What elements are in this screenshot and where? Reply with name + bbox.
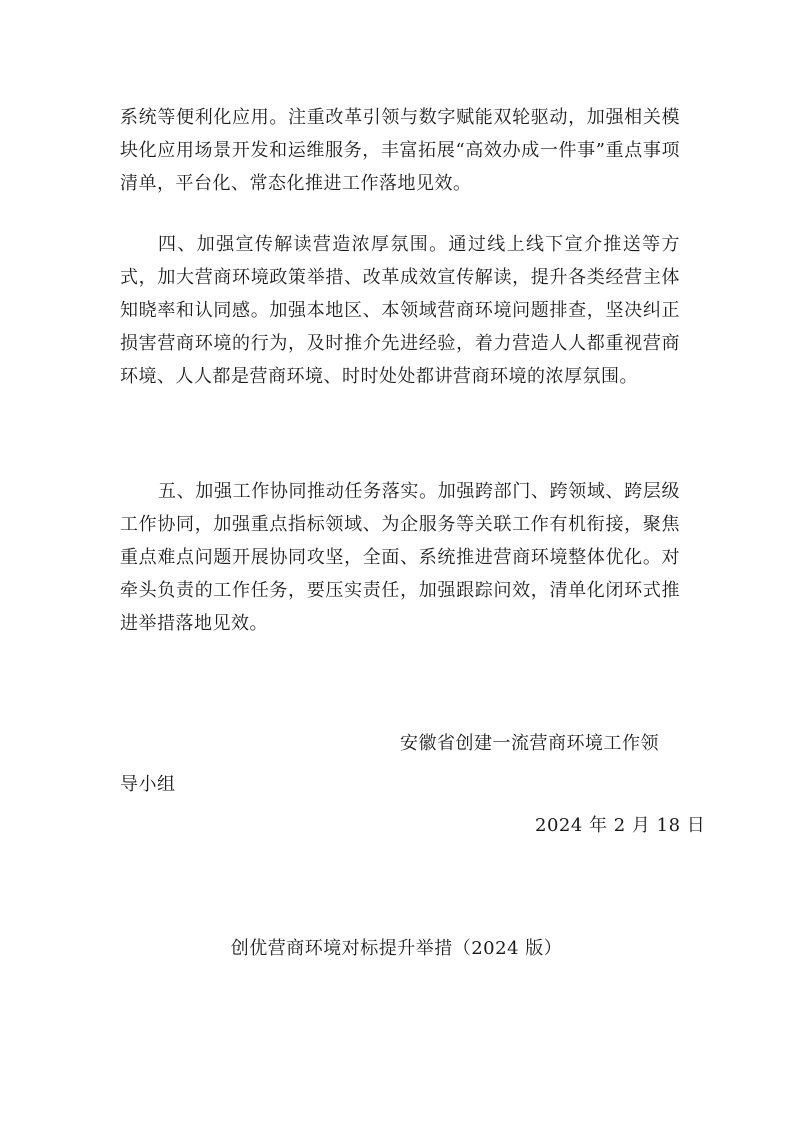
- next-section-title: 创优营商环境对标提升举措（2024 版）: [230, 938, 563, 959]
- signature-organization-line1: 安徽省创建一流营商环境工作领: [400, 733, 659, 754]
- signature-organization-line2: 导小组: [120, 774, 176, 795]
- paragraph-section-five: 五、加强工作协同推动任务落实。加强跨部门、跨领域、跨层级工作协同，加强重点指标领域、为企服务等关联工作有机衔接，聚焦重点难点问题开展协同攻坚，全面、系统推进营商环境整体优化。对牵头负责的工作任务，要压实责任，加强跟踪问效，清单化闭环式推进举措落地见效。: [120, 481, 680, 634]
- signature-date: 2024 年 2 月 18 日: [535, 815, 706, 836]
- paragraph-continuation: 系统等便利化应用。注重改革引领与数字赋能双轮驱动，加强相关模块化应用场景开发和运维服务，丰富拓展“高效办成一件事”重点事项清单，平台化、常态化推进工作落地见效。: [120, 107, 680, 194]
- paragraph-section-four: 四、加强宣传解读营造浓厚氛围。通过线上线下宣介推送等方式，加大营商环境政策举措、改革成效宣传解读，提升各类经营主体知晓率和认同感。加强本地区、本领域营商环境问题排查，坚决纠正损害营商环境的行为，及时推介先进经验，着力营造人人都重视营商环境、人人都是营商环境、时时处处都讲营商环境的浓厚氛围。: [120, 234, 680, 387]
